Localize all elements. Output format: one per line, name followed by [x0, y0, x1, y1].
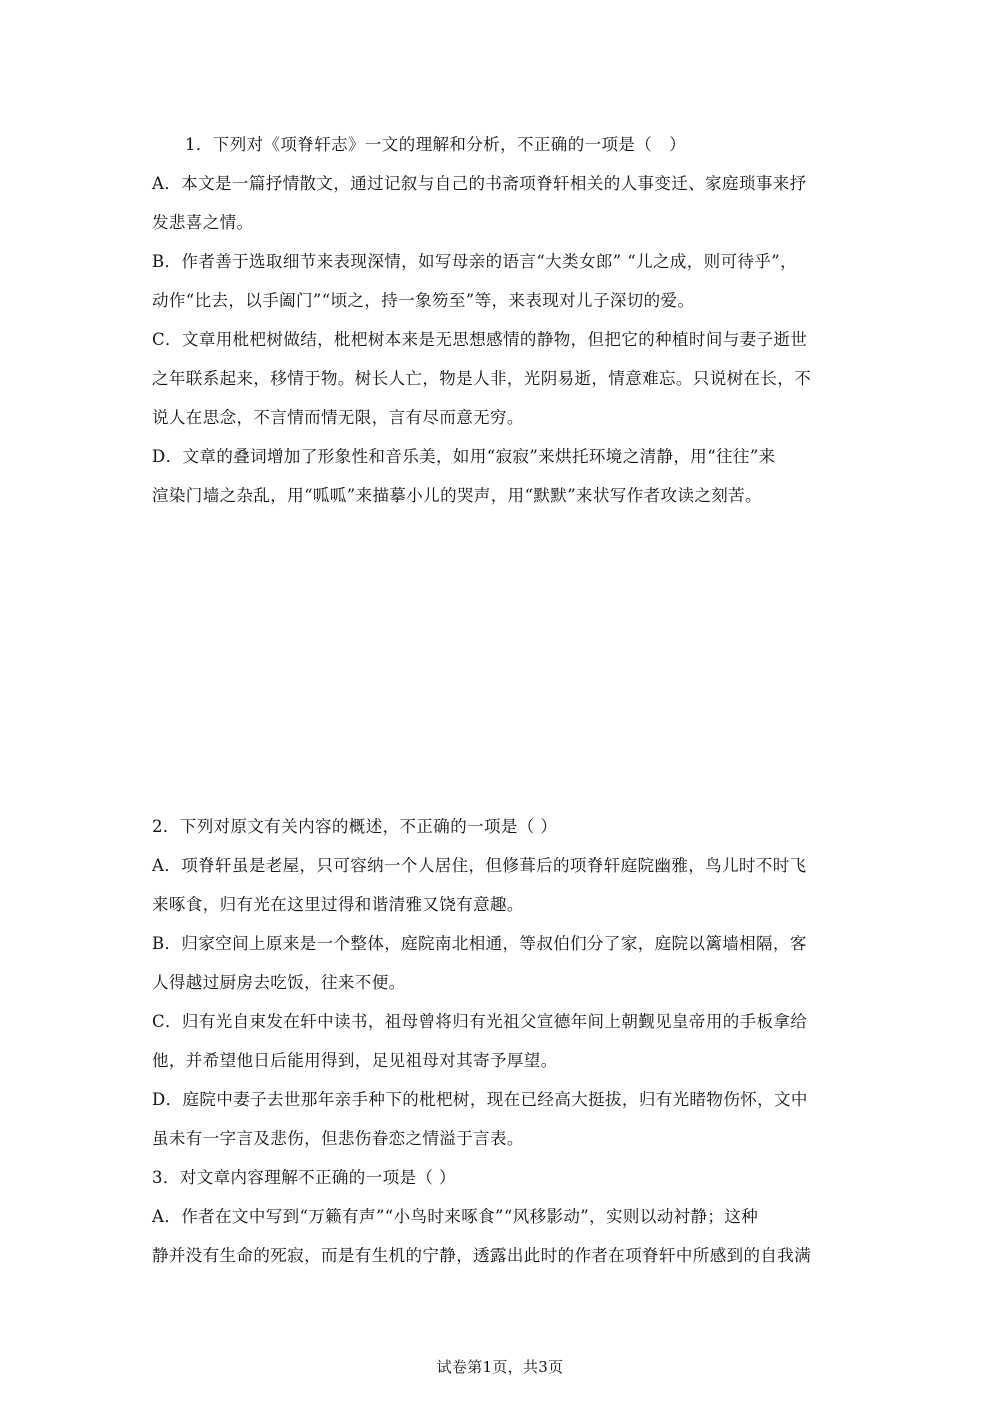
question-3-stem: 3．对文章内容理解不正确的一项是（ ）	[152, 1168, 456, 1187]
question-2-option-d-line-1: D．庭院中妻子去世那年亲手种下的枇杷树，现在已经高大挺拔，归有光睹物伤怀，文中	[152, 1090, 808, 1109]
question-2-option-a-line-2: 来啄食，归有光在这里过得和谐清雅又饶有意趣。	[152, 895, 524, 914]
question-1-option-b-line-2: 动作“比去，以手阖门”“顷之，持一象笏至”等，来表现对儿子深切的爱。	[152, 291, 695, 310]
question-1-option-c-line-1: C．文章用枇杷树做结，枇杷树本来是无思想感情的静物，但把它的种植时间与妻子逝世	[152, 330, 808, 349]
question-2-option-c-line-2: 他，并希望他日后能用得到，足见祖母对其寄予厚望。	[152, 1051, 558, 1070]
question-1-option-c-line-2: 之年联系起来，移情于物。树长人亡，物是人非，光阴易逝，情意难忘。只说树在长，不	[152, 369, 812, 388]
question-1-option-a-line-1: A．本文是一篇抒情散文，通过记叙与自己的书斋项脊轩相关的人事变迁、家庭琐事来抒	[152, 174, 807, 193]
question-1-option-a-line-2: 发悲喜之情。	[152, 213, 254, 232]
question-1-option-d-line-2: 渲染门墙之杂乱，用“呱呱”来描摹小儿的哭声，用“默默”来状写作者攻读之刻苦。	[152, 486, 762, 505]
question-3-option-a-line-2: 静并没有生命的死寂，而是有生机的宁静，透露出此时的作者在项脊轩中所感到的自我满	[152, 1246, 812, 1265]
question-2-option-c-line-1: C．归有光自束发在轩中读书，祖母曾将归有光祖父宣德年间上朝觐见皇帝用的手板拿给	[152, 1012, 808, 1031]
question-2-stem: 2．下列对原文有关内容的概述，不正确的一项是（ ）	[152, 817, 558, 836]
question-3-option-a-line-1: A．作者在文中写到“万籁有声”“小鸟时来啄食”“风移影动”，实则以动衬静；这种	[152, 1207, 759, 1226]
question-1-stem: 1．下列对《项脊轩志》一文的理解和分析，不正确的一项是（ ）	[185, 135, 686, 154]
question-1-option-b-line-1: B．作者善于选取细节来表现深情，如写母亲的语言“大类女郎” “儿之成，则可待乎”，	[152, 252, 798, 271]
question-1-option-d-line-1: D．文章的叠词增加了形象性和音乐美，如用“寂寂”来烘托环境之清静，用“往往”来	[152, 447, 776, 466]
question-2-option-b-line-1: B．归家空间上原来是一个整体，庭院南北相通，等叔伯们分了家，庭院以篱墙相隔，客	[152, 934, 807, 953]
page-footer: 试卷第1页，共3页	[436, 1358, 564, 1376]
question-2-option-d-line-2: 虽未有一字言及悲伤，但悲伤眷恋之情溢于言表。	[152, 1129, 524, 1148]
question-2-option-a-line-1: A．项脊轩虽是老屋，只可容纳一个人居住，但修葺后的项脊轩庭院幽雅，鸟儿时不时飞	[152, 856, 807, 875]
question-1-option-c-line-3: 说人在思念，不言情而情无限，言有尽而意无穷。	[152, 408, 524, 427]
question-2-option-b-line-2: 人得越过厨房去吃饭，往来不便。	[152, 973, 406, 992]
